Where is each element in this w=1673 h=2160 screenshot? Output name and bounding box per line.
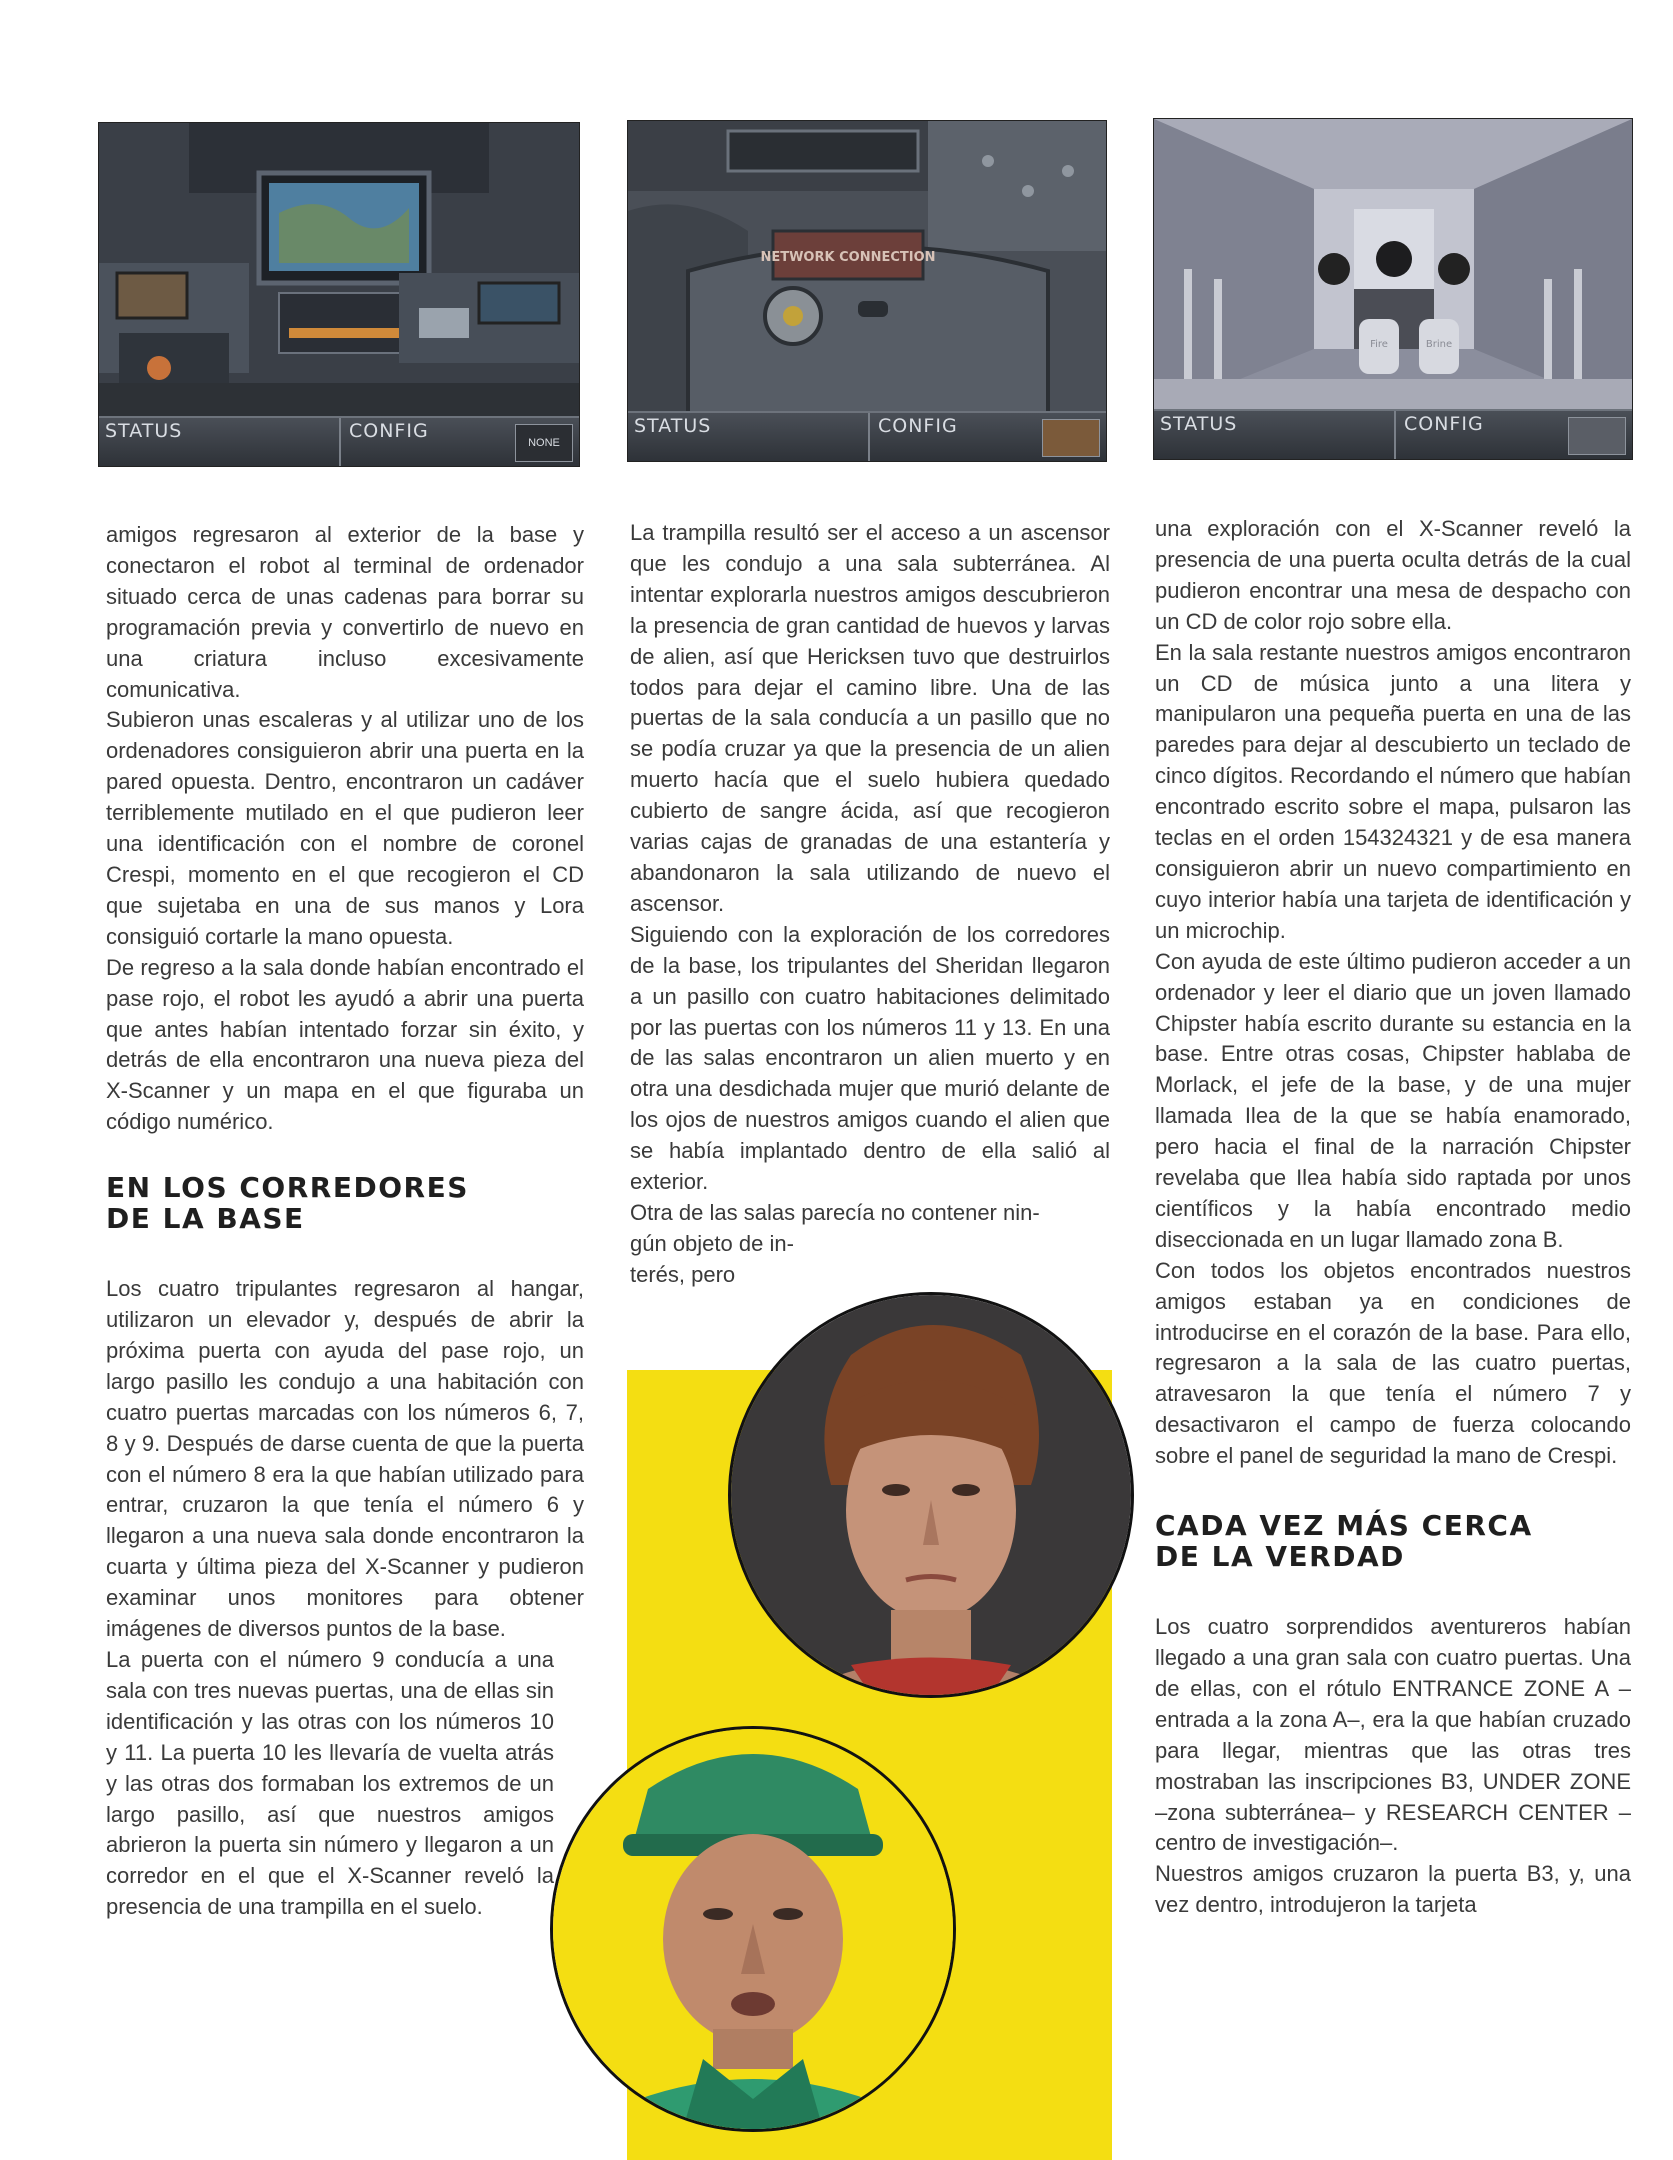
section-heading <box>1155 1510 1631 1572</box>
article-column-2 <box>630 518 1110 1291</box>
paragraph: Siguiendo con la exploración de los corredores de la base, los tripulantes del Sheridan llegaron a un pasillo con cuatro habitaciones delimitado por las puertas con los números 11 y 13. En una de las salas encontraron un alien muerto y en otra una desdichada mujer que murió delante de los ojos de nuestros amigos cuando el alien que se había implantado dentro de ella salió al exterior. <box>630 921 1110 1195</box>
heading-line: DE LA BASE <box>106 1202 305 1236</box>
section-heading <box>106 1172 584 1234</box>
hud-divider <box>339 418 341 466</box>
heading-line: CADA VEZ MÁS CERCA <box>1155 1509 1533 1543</box>
portrait-woman-illustration <box>731 1295 1131 1695</box>
config-button[interactable]: CONFIG <box>1404 413 1484 435</box>
paragraph: Con todos los objetos encontrados nuestros amigos estaban ya en condiciones de introducirse en el corazón de la base. Para ello, regresaron a la sala de las cuatro puertas, atravesaron la que tenía el número 7 y desactivaron el campo de fuerza colocando sobre el panel de seguridad la mano de Crespi. <box>1155 1257 1631 1469</box>
paragraph-line: terés, pero <box>630 1261 736 1287</box>
heading-line: EN LOS CORREDORES <box>106 1171 469 1205</box>
portrait-woman <box>728 1292 1134 1698</box>
paragraph: La trampilla resultó ser el acceso a un ascensor que les condujo a una sala subterránea. Al intentar explorarla nuestros amigos descubrieron la presencia de gran cantidad de huevos y larvas de alien, así que Hericksen tuvo que destruirlos todos para dejar el camino libre. Una de las puertas de la sala conducía a un pasillo que no se podía cruzar ya que la presencia de un alien muerto hacía que el suelo hubiera quedado cubierto de sangre ácida, así que recogieron varias cajas de granadas de una estantería y abandonaron la sala utilizando de nuevo el ascensor. <box>630 520 1110 916</box>
status-button[interactable]: STATUS <box>634 415 712 437</box>
paragraph-line: Otra de las salas parecía no contener nin- <box>630 1199 1040 1225</box>
bottle-right-label: Brine <box>1425 339 1453 350</box>
paragraph-line: gún objeto de in- <box>630 1230 794 1256</box>
article-column-3 <box>1155 514 1631 1921</box>
hud-divider <box>868 413 870 461</box>
hud-bar <box>99 416 579 466</box>
paragraph: Subieron unas escaleras y al utilizar uno de los ordenadores consiguieron abrir una puerta en la pared opuesta. Dentro, encontraron un cadáver terriblemente mutilado en el que pudieron leer una identificación con el nombre de coronel Crespi, momento en el que recogieron el CD que sujetaba en una de sus manos y Lora consiguió cortarle la mano opuesta. <box>106 707 584 949</box>
screenshot-control-room <box>98 122 580 467</box>
paragraph: Con ayuda de este último pudieron acceder a un ordenador y leer el diario que un joven llamado Chipster había escrito durante su estancia en la base. Entre otras cosas, Chipster hablaba de Morlack, el jefe de la base, y de una mujer llamada Ilea de la que se había enamorado, pero hacia el final de la narración Chipster revelaba que Ilea había sido raptada por unos científicos y la había encontrado medio diseccionada en un lugar llamado zona B. <box>1155 948 1631 1252</box>
network-connection-label: NETWORK CONNECTION <box>760 250 936 265</box>
paragraph: Los cuatro sorprendidos aventureros habían llegado a una gran sala con cuatro puertas. Una de ellas, con el rótulo ENTRANCE ZONE A –entrada a la zona A–, era la que habían cruzado para llegar, mientras que las otras tres mostraban las inscripciones B3, UNDER ZONE –zona subterránea– y RESEARCH CENTER –centro de investigación–. <box>1155 1614 1631 1856</box>
inventory-slot[interactable] <box>1042 419 1100 457</box>
config-button[interactable]: CONFIG <box>878 415 958 437</box>
paragraph: De regreso a la sala donde habían encontrado el pase rojo, el robot les ayudó a abrir una puerta que antes habían intentado forzar sin éxito, y detrás de ella encontraron una nueva pieza del X-Scanner y un mapa en el que figuraba un código numérico. <box>106 954 584 1135</box>
portrait-soldier <box>550 1726 956 2132</box>
hud-bar <box>1154 409 1632 459</box>
inventory-slot[interactable] <box>1568 417 1626 455</box>
network-console-scene <box>628 121 1106 416</box>
hud-bar <box>628 411 1106 461</box>
control-room-scene <box>99 123 579 418</box>
hud-divider <box>1394 411 1396 459</box>
inventory-slot[interactable]: NONE <box>515 424 573 462</box>
config-button[interactable]: CONFIG <box>349 420 429 442</box>
lab-corridor-scene <box>1154 119 1632 414</box>
paragraph: Nuestros amigos cruzaron la puerta B3, y, una vez dentro, introdujeron la tarjeta <box>1155 1861 1631 1918</box>
bottle-left-label: Fire <box>1370 339 1388 350</box>
paragraph: una exploración con el X-Scanner reveló la presencia de una puerta oculta detrás de la cual pudieron encontrar una mesa de despacho con un CD de color rojo sobre ella. <box>1155 516 1631 634</box>
article-column-1 <box>106 520 584 1923</box>
paragraph: amigos regresaron al exterior de la base y conectaron el robot al terminal de ordenador situado cerca de unas cadenas para borrar su programación previa y convertirlo de nuevo en una criatura incluso excesivamente comunicativa. <box>106 522 584 702</box>
status-button[interactable]: STATUS <box>1160 413 1238 435</box>
portrait-soldier-illustration <box>553 1729 953 2129</box>
paragraph: En la sala restante nuestros amigos encontraron un CD de música junto a una litera y manipularon una pequeña puerta en una de las paredes para dejar al descubierto un teclado de cinco dígitos. Recordando el número que habían encontrado escrito sobre el mapa, pulsaron las teclas en el orden 154324321 y de esa manera consiguieron abrir un nuevo compartimiento en cuyo interior había una tarjeta de identificación y un microchip. <box>1155 639 1631 943</box>
heading-line: DE LA VERDAD <box>1155 1540 1405 1574</box>
paragraph: La puerta con el número 9 conducía a una sala con tres nuevas puertas, una de ellas sin identificación y las otras con los números 10 y 11. La puerta 10 les llevaría de vuelta atrás y las otras dos formaban los extremos de un largo pasillo, así que nuestros amigos abrieron la puerta sin número y llegaron a un corredor en el que el X-Scanner reveló la presencia de una trampilla en el suelo. <box>106 1647 554 1920</box>
status-button[interactable]: STATUS <box>105 420 183 442</box>
screenshot-lab-corridor <box>1153 118 1633 460</box>
screenshot-network-console <box>627 120 1107 462</box>
paragraph: Los cuatro tripulantes regresaron al hangar, utilizaron un elevador y, después de abrir la próxima puerta con ayuda del pase rojo, un largo pasillo les condujo a una habitación con cuatro puertas marcadas con los números 6, 7, 8 y 9. Después de darse cuenta de que la puerta con el número 8 era la que habían utilizado para entrar, cruzaron la que tenía el número 6 y llegaron a una nueva sala donde encontraron la cuarta y última pieza del X-Scanner y pudieron examinar unos monitores para obtener imágenes de diversos puntos de la base. <box>106 1276 584 1642</box>
